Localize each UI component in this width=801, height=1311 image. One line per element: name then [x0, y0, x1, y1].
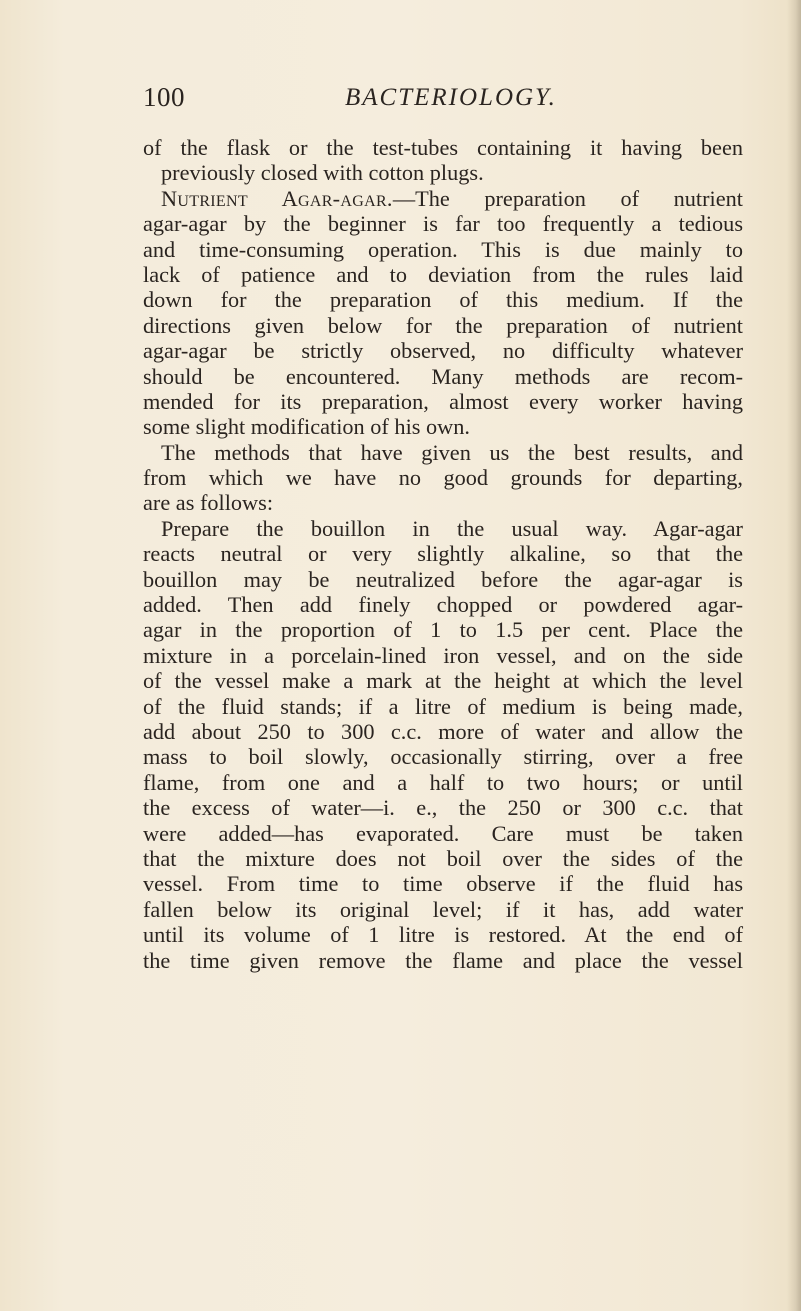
text-line: directions given below for the preparation of nutrient [143, 312, 743, 338]
page-header [143, 82, 713, 118]
text-line: agar in the proportion of 1 to 1.5 per cent. Place the [143, 617, 743, 643]
text-line: of the vessel make a mark at the height at which the level [143, 668, 743, 694]
text-line: The methods that have given us the best results, and [161, 439, 743, 465]
text-line: bouillon may be neutralized before the agar-agar is [143, 566, 743, 592]
text-line: are as follows: [143, 490, 274, 516]
text-line: of the fluid stands; if a litre of medium is being made, [143, 693, 743, 719]
text-line: and time-consuming operation. This is due mainly to [143, 236, 743, 262]
text-line: agar-agar be strictly observed, no difficulty whatever [143, 338, 743, 364]
page-number: 100 [143, 82, 185, 112]
text-line: of the flask or the test-tubes containing it having been [143, 135, 743, 160]
text-line: fallen below its original level; if it has, add water [143, 896, 743, 922]
text-line: were added—has evaporated. Care must be taken [143, 820, 743, 846]
text-line: flame, from one and a half to two hours; or until [143, 769, 743, 795]
text-line: the time given remove the flame and place the vessel [143, 947, 743, 973]
text-line [143, 186, 743, 211]
section-heading: Nutrient Agar-agar. [161, 185, 393, 211]
text-line: until its volume of 1 litre is restored. At the end of [143, 922, 743, 948]
text-line: should be encountered. Many methods are recom- [143, 363, 743, 389]
text-line: that the mixture does not boil over the sides of the [143, 845, 743, 871]
text-line: agar-agar by the beginner is far too frequently a tedious [143, 211, 743, 237]
text-line: reacts neutral or very slightly alkaline, so that the [143, 541, 743, 567]
text-line: the excess of water—i. e., the 250 or 300 c.c. that [143, 795, 743, 821]
text-line: previously closed with cotton plugs. [161, 160, 484, 186]
running-head: BACTERIOLOGY. [345, 84, 557, 111]
text-line: mass to boil slowly, occasionally stirring, over a free [143, 744, 743, 770]
page-edge-shadow [787, 0, 801, 1311]
text-line: from which we have no good grounds for departing, [143, 465, 743, 491]
text-line: add about 250 to 300 c.c. more of water and allow the [143, 718, 743, 744]
text-line: Prepare the bouillon in the usual way. Agar-agar [161, 515, 743, 541]
body-text [143, 135, 743, 973]
text-line: mixture in a porcelain-lined iron vessel, and on the side [143, 642, 743, 668]
text-line: some slight modification of his own. [143, 414, 470, 440]
text-line: mended for its preparation, almost every worker having [143, 388, 743, 414]
text-line: down for the preparation of this medium. If the [143, 287, 743, 313]
text-run: —The preparation of nutrient [392, 185, 743, 211]
text-line: vessel. From time to time observe if the fluid has [143, 871, 743, 897]
text-line: lack of patience and to deviation from the rules laid [143, 261, 743, 287]
text-line: added. Then add finely chopped or powdered agar- [143, 592, 743, 618]
